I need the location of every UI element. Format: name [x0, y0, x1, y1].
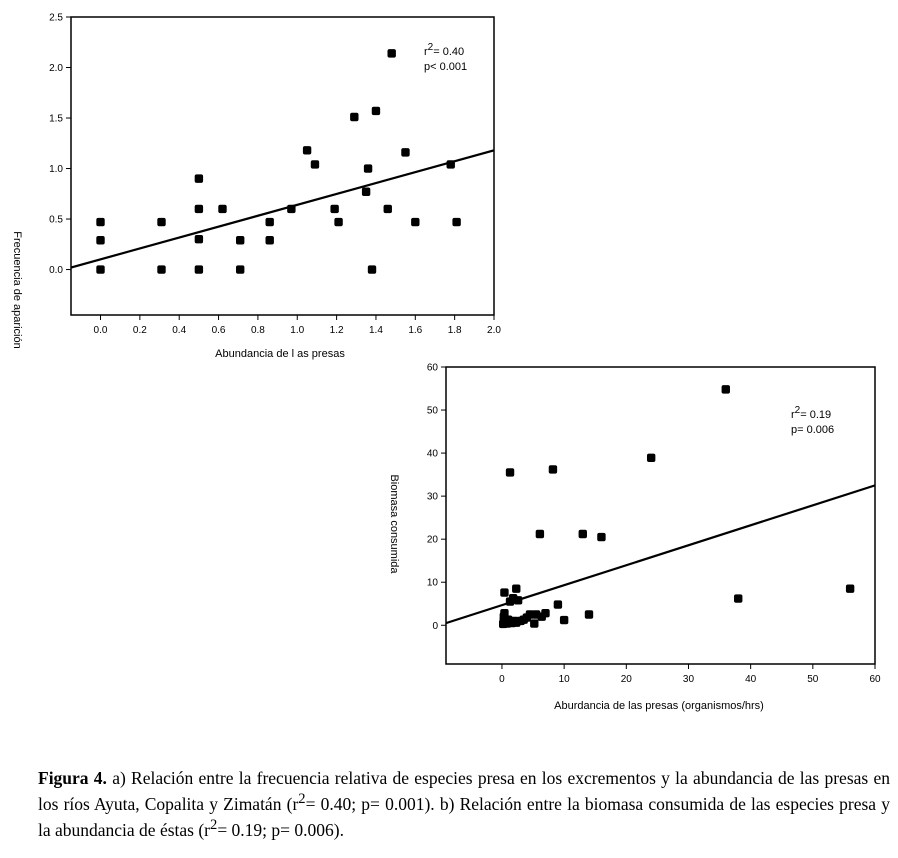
data-point	[560, 616, 568, 624]
y-tick-label: 0.5	[49, 214, 63, 226]
y-tick-label: 10	[426, 577, 438, 589]
x-axis-label: Aburdancia de las presas (organismos/hrs)	[554, 700, 764, 712]
data-point	[579, 530, 587, 538]
caption-sup-1: 2	[298, 791, 306, 807]
data-point	[734, 594, 742, 602]
data-point	[536, 530, 544, 538]
data-point	[541, 609, 549, 617]
data-point	[512, 584, 520, 592]
x-tick-label: 40	[745, 674, 757, 685]
x-tick-label: 0	[499, 674, 505, 685]
x-tick-label: 50	[807, 674, 819, 685]
x-tick-label: 2.0	[487, 325, 501, 336]
y-tick-label: 20	[426, 534, 438, 546]
data-point	[597, 533, 605, 541]
x-tick-label: 10	[558, 674, 570, 685]
caption-text-3: = 0.19; p= 0.006).	[217, 819, 344, 840]
y-axis-label: Biomasa consumida	[388, 474, 400, 574]
y-tick-label: 0.0	[49, 265, 63, 277]
y-tick-label: 40	[426, 448, 438, 460]
data-point	[530, 619, 538, 627]
x-tick-label: 1.2	[329, 325, 344, 336]
caption-lead: Figura 4.	[38, 768, 107, 788]
x-tick-label: 0.6	[211, 325, 226, 336]
data-point	[514, 596, 522, 604]
data-point	[846, 584, 854, 592]
caption-text-2: = 0.40; p= 0.001). b) Relación entre la biomasa consumida de las especies presa y la abundancia de éstas (r	[38, 793, 890, 840]
p-value-annotation: p= 0.006	[791, 424, 835, 436]
caption-sup-2: 2	[210, 816, 218, 833]
x-tick-label: 0.0	[93, 325, 108, 336]
data-point	[722, 385, 730, 393]
data-point	[647, 454, 655, 462]
y-tick-label: 2.0	[49, 63, 63, 75]
x-tick-label: 1.8	[447, 325, 462, 336]
data-point	[585, 610, 593, 618]
x-tick-label: 1.6	[408, 325, 423, 336]
y-tick-label: 2.5	[49, 12, 63, 24]
x-tick-label: 0.2	[132, 325, 147, 336]
figure-caption	[38, 768, 890, 841]
y-tick-label: 1.5	[49, 113, 63, 125]
x-tick-label: 20	[620, 674, 632, 685]
y-tick-label: 60	[426, 362, 438, 374]
data-point	[500, 588, 508, 596]
x-tick-label: 60	[869, 674, 881, 685]
data-point	[554, 600, 562, 608]
y-tick-label: 0	[432, 620, 438, 632]
y-tick-label: 1.0	[49, 164, 63, 176]
caption-text-1: a) Relación entre la frecuencia relativa de especies presa en los excrementos y la abundancia de las presas en los ríos Ayuta, Copalita y Zimatán (r	[38, 768, 890, 814]
r-squared-annotation: r2= 0.19	[791, 405, 832, 421]
data-point	[549, 465, 557, 473]
x-tick-label: 1.0	[290, 325, 305, 336]
x-tick-label: 0.4	[172, 325, 187, 336]
r-squared-annotation: r2= 0.40	[424, 42, 465, 58]
x-axis-label: Abundancia de l as presas	[215, 348, 345, 360]
y-axis-label: Frecuencia de aparición	[11, 231, 23, 349]
x-tick-label: 0.8	[250, 325, 265, 336]
x-tick-label: 30	[682, 674, 695, 685]
data-point	[506, 468, 514, 476]
x-tick-label: 1.4	[369, 325, 383, 336]
y-tick-label: 50	[426, 405, 438, 417]
p-value-annotation: p< 0.001	[424, 61, 468, 73]
y-tick-label: 30	[426, 491, 438, 503]
